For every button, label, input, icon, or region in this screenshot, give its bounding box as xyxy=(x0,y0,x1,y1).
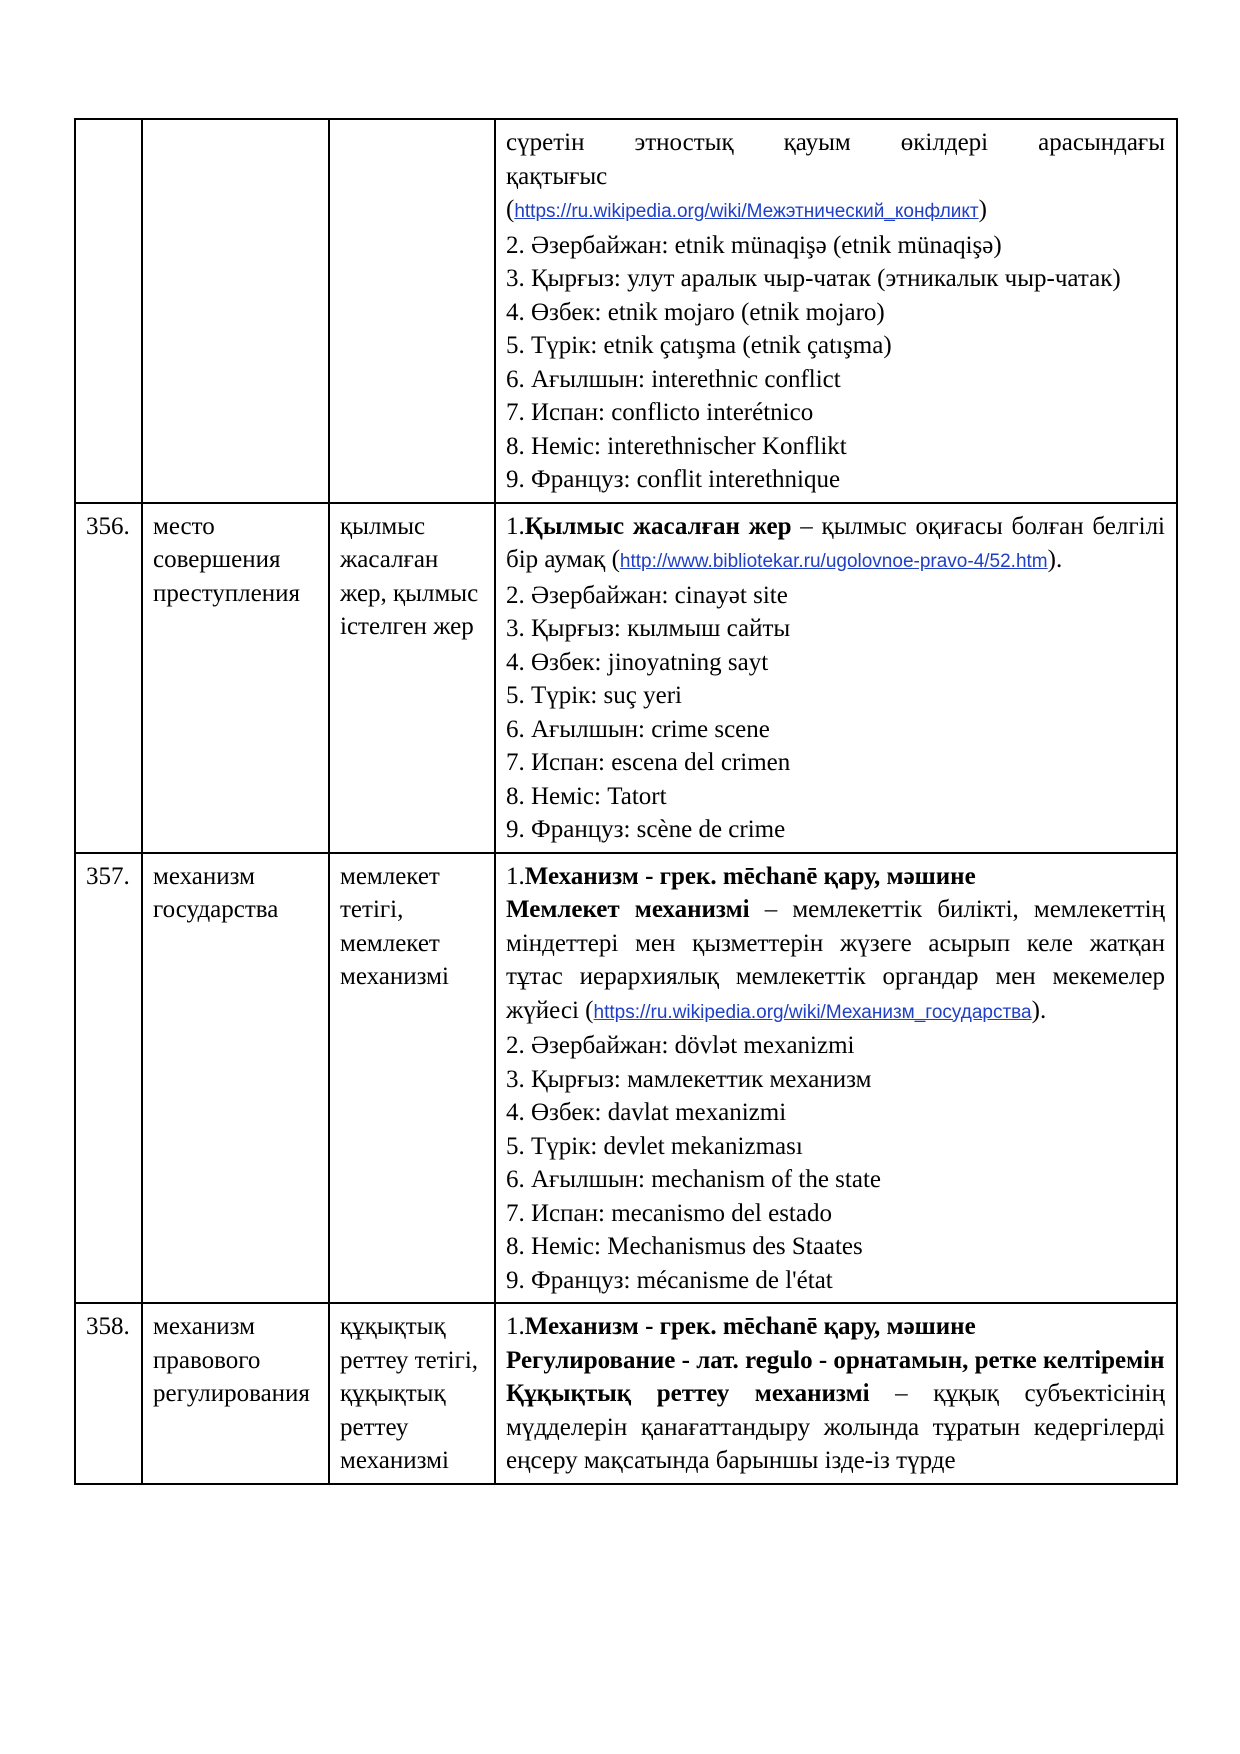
translation-line: 8. Неміс: Tatort xyxy=(506,782,667,810)
translation-line: 2. Әзербайжан: etnik münaqişə (etnik münaqişə) xyxy=(506,231,1002,259)
definition-head: Регулирование - лат. regulo - орнатамын, ретке келтіремін xyxy=(506,1346,1165,1374)
translation-line: 6. Ағылшын: interethnic conflict xyxy=(506,365,841,393)
term-bold: Мемлекет механизмі xyxy=(506,896,750,923)
table-row xyxy=(75,119,1177,503)
table-row xyxy=(75,1303,1177,1484)
translation-line: 9. Француз: scène de crime xyxy=(506,816,786,843)
table-row xyxy=(75,503,1177,853)
table-row xyxy=(75,853,1177,1304)
translation-line: 2. Әзербайжан: cinayət site xyxy=(506,581,788,609)
definition-text: 1.Қылмыс жасалған жер – қылмыс оқиғасы болған белгілі бір аумақ (http://www.bibliotekar.ru/ugolovnoe-pravo-4/52.htm). xyxy=(506,512,1166,573)
translation-line: 5. Түрік: devlet mekanizması xyxy=(506,1132,803,1160)
translation-line: 6. Ағылшын: mechanism of the state xyxy=(506,1166,881,1193)
russian-term-cell xyxy=(142,119,329,503)
translation-line: 7. Испан: mecanismo del estado xyxy=(506,1199,832,1227)
source-link[interactable]: http://www.bibliotekar.ru/ugolovnoe-pravo-4/52.htm xyxy=(619,551,1048,572)
translation-line: 9. Француз: mécanisme de l'état xyxy=(506,1266,833,1294)
translation-line: 5. Түрік: suç yeri xyxy=(506,682,683,709)
definition-head: 1.Механизм - грек. mēchanē қару, мәшине xyxy=(506,862,976,890)
glossary-table xyxy=(74,118,1178,1485)
term-bold: Қылмыс жасалған жер xyxy=(524,512,792,540)
translation-line: 3. Қырғыз: кылмыш сайты xyxy=(506,615,791,642)
row-number-cell xyxy=(75,119,142,503)
translation-line: 4. Өзбек: jinoyatning sayt xyxy=(506,648,769,676)
kazakh-term-cell xyxy=(329,119,495,503)
row-number-cell: 356. xyxy=(75,503,142,853)
translation-line: 5. Түрік: etnik çatışma (etnik çatışma) xyxy=(506,332,892,359)
kazakh-term-cell: қылмыс жасалған жер, қылмыс істелген жер xyxy=(329,503,495,853)
translation-line: 6. Ағылшын: crime scene xyxy=(506,715,770,743)
russian-term-cell: место совершения преступления xyxy=(142,503,329,853)
translation-line: 9. Француз: conflit interethnique xyxy=(506,466,841,493)
definition-head: 1.Механизм - грек. mēchanē қару, мәшине xyxy=(506,1313,976,1340)
translation-line: 4. Өзбек: etnik mojaro (etnik mojaro) xyxy=(506,298,885,326)
definition-cell xyxy=(495,1303,1177,1484)
definition-cell xyxy=(495,119,1177,503)
russian-term-cell: механизм государства xyxy=(142,853,329,1304)
kazakh-term-cell: құқықтық реттеу тетігі, құқықтық реттеу механизмі xyxy=(329,1303,495,1484)
russian-term-cell: механизм правового регулирования xyxy=(142,1303,329,1484)
term-bold: Құқықтық реттеу механизмі xyxy=(506,1380,870,1407)
translation-line: 3. Қырғыз: улут аралык чыр-чатак (этникалык чыр-чатак) xyxy=(506,265,1121,292)
translation-line: 8. Неміс: interethnischer Konflikt xyxy=(506,432,847,460)
source-link[interactable]: https://ru.wikipedia.org/wiki/Межэтнический_конфликт xyxy=(514,201,979,222)
source-line: (https://ru.wikipedia.org/wiki/Межэтнический_конфликт) xyxy=(506,196,987,223)
translation-line: 7. Испан: escena del crimen xyxy=(506,749,791,776)
kazakh-term-cell: мемлекет тетігі, мемлекет механизмі xyxy=(329,853,495,1304)
row-number-cell: 358. xyxy=(75,1303,142,1484)
definition-text: Мемлекет механизмі – мемлекеттік билікті, мемлекеттің міндеттері мен қызметтерін жүзеге асырып келе жатқан тұтас иерархиялық мемлекеттік органдар мен мекемелер жүйесі (https://ru.wikipedia.org/wiki/Механизм_государства). xyxy=(506,896,1165,1024)
translation-line: 7. Испан: conflicto interétnico xyxy=(506,399,814,426)
translation-line: 4. Өзбек: davlat mexanizmi xyxy=(506,1099,787,1126)
translation-line: 3. Қырғыз: мамлекеттик механизм xyxy=(506,1065,872,1093)
translation-line: 8. Неміс: Mechanismus des Staates xyxy=(506,1233,863,1260)
definition-text: Құқықтық реттеу механизмі – құқық субъектісінің мүдделерін қанағаттандыру жолында тұратын кедергілерді еңсеру мақсатында барыншы ізде-із түрде xyxy=(506,1380,1165,1474)
definition-text: қақтығыс xyxy=(506,162,608,190)
definition-text: сүретін этностық қауым өкілдері арасындағы xyxy=(506,129,1165,156)
definition-cell xyxy=(495,503,1177,853)
row-number-cell: 357. xyxy=(75,853,142,1304)
source-link[interactable]: https://ru.wikipedia.org/wiki/Механизм_государства xyxy=(593,1001,1032,1023)
definition-cell xyxy=(495,853,1177,1304)
translation-line: 2. Әзербайжан: dövlət mexanizmi xyxy=(506,1032,855,1059)
